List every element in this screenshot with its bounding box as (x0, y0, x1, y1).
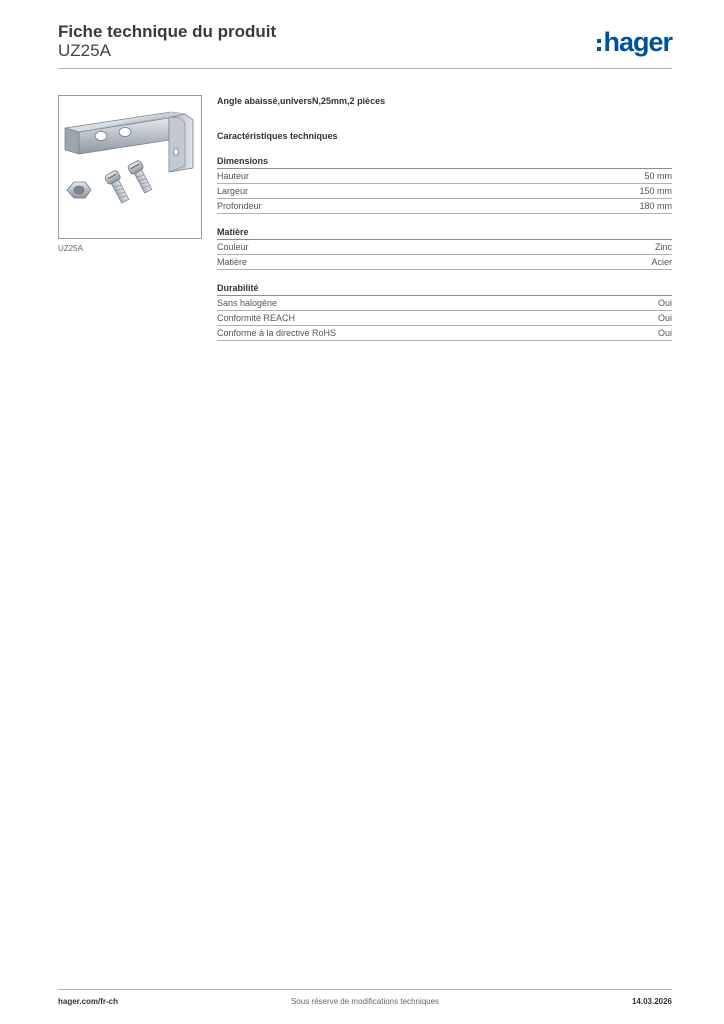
spec-row (217, 326, 672, 341)
logo-text: hager (603, 27, 672, 57)
spec-row (217, 169, 672, 184)
logo-dots-icon (597, 39, 601, 51)
spec-label: Couleur (217, 242, 249, 252)
spec-row (217, 240, 672, 255)
spec-value: 150 mm (639, 186, 672, 196)
spec-row (217, 311, 672, 326)
technical-characteristics-heading: Caractéristiques techniques (217, 131, 338, 141)
page-footer (58, 997, 672, 1009)
spec-label: Hauteur (217, 171, 250, 181)
section-material (217, 226, 672, 270)
spec-label: Conformité REACH (217, 313, 296, 323)
footer-divider (58, 989, 672, 990)
spec-row (217, 296, 672, 311)
spec-value: Oui (657, 298, 672, 308)
mounting-bracket-icon (59, 96, 201, 238)
spec-value: Oui (657, 328, 672, 338)
header-divider (58, 68, 672, 69)
spec-value: Acier (651, 257, 672, 267)
spec-label: Matière (217, 257, 248, 267)
footer-website-link[interactable]: hager.com/fr-ch (58, 997, 119, 1006)
document-title: Fiche technique du produit (58, 22, 277, 41)
spec-label: Sans halogène (217, 298, 278, 308)
hager-logo (597, 27, 672, 57)
image-caption: UZ25A (58, 244, 83, 253)
spec-row (217, 184, 672, 199)
spec-value: Oui (657, 313, 672, 323)
spec-content (217, 95, 672, 341)
spec-value: Zinc (654, 242, 672, 252)
section-title: Durabilité (217, 282, 672, 296)
section-title: Matière (217, 226, 672, 240)
spec-label: Profondeur (217, 201, 262, 211)
section-dimensions (217, 155, 672, 214)
footer-disclaimer: Sous réserve de modifications techniques (290, 997, 440, 1006)
spec-label: Conforme à la directive RoHS (217, 328, 337, 338)
spec-value: 50 mm (644, 171, 672, 181)
product-image (58, 95, 202, 239)
spec-row (217, 255, 672, 270)
section-durability (217, 282, 672, 341)
product-description: Angle abaissé,universN,25mm,2 pièces (217, 96, 386, 106)
spec-label: Largeur (217, 186, 249, 196)
spec-value: 180 mm (639, 201, 672, 211)
spec-row (217, 199, 672, 214)
section-title: Dimensions (217, 155, 672, 169)
footer-date: 14.03.2026 (631, 997, 672, 1006)
product-reference: UZ25A (58, 41, 111, 60)
